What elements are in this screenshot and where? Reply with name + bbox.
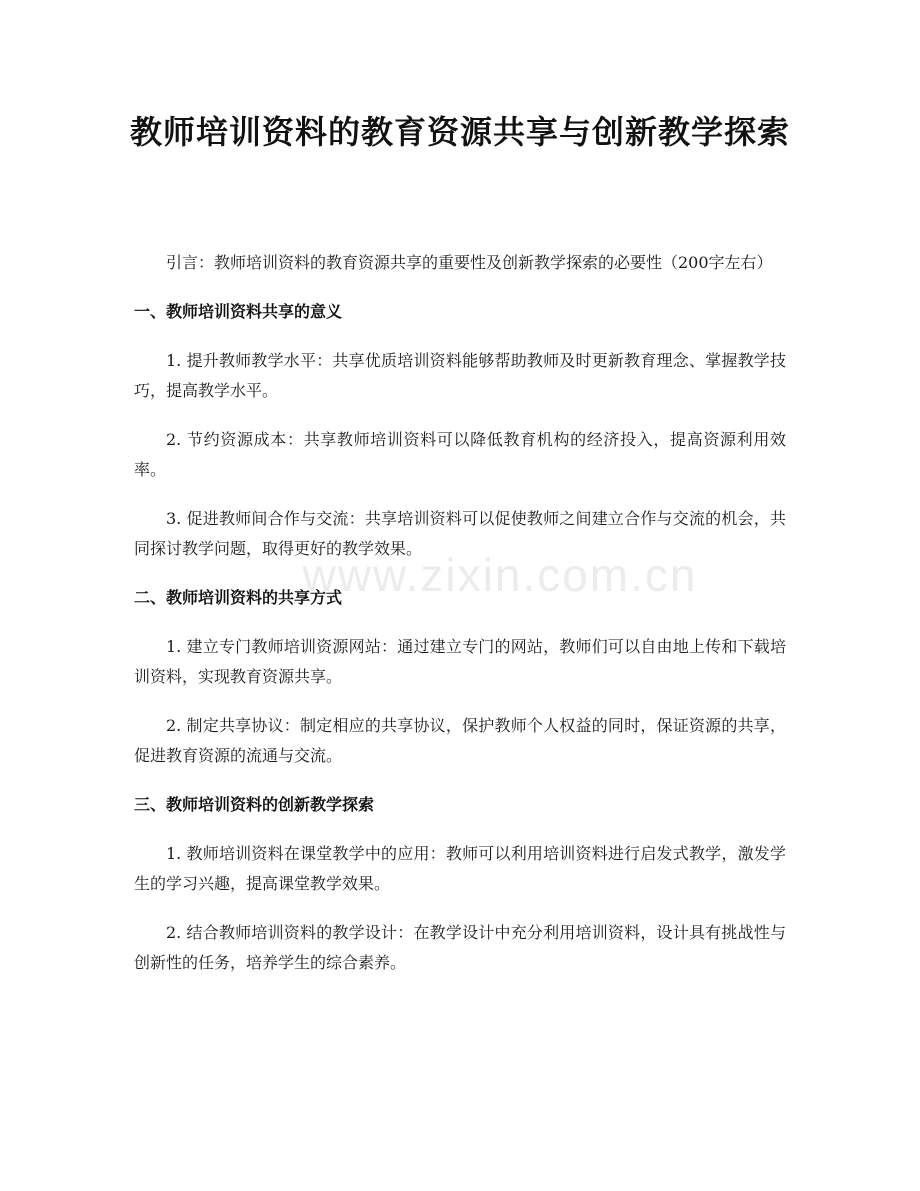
section-heading: 三、教师培训资料的创新教学探索 [134,795,375,814]
list-item: 2. 节约资源成本：共享教师培训资料可以降低教育机构的经济投入，提高资源利用效率。 [134,430,786,479]
document-body [134,248,786,997]
section-1 [134,297,786,564]
watermark: www.zixin.com.cn [302,549,698,601]
list-item: 3. 促进教师间合作与交流：共享培训资料可以促使教师之间建立合作与交流的机会，共同探讨教学问题，取得更好的教学效果。 [134,509,786,558]
list-item: 1. 提升教师教学水平：共享优质培训资料能够帮助教师及时更新教育理念、掌握教学技巧，提高教学水平。 [134,351,786,400]
list-item: 2. 制定共享协议：制定相应的共享协议，保护教师个人权益的同时，保证资源的共享，促进教育资源的流通与交流。 [134,716,786,765]
section-3 [134,790,786,978]
intro-paragraph: 引言：教师培训资料的教育资源共享的重要性及创新教学探索的必要性（200字左右） [166,253,773,272]
document-title: 教师培训资料的教育资源共享与创新教学探索 [130,113,791,151]
list-item: 1. 建立专门教师培训资源网站：通过建立专门的网站，教师们可以自由地上传和下载培训资料，实现教育资源共享。 [134,637,786,686]
list-item: 1. 教师培训资料在课堂教学中的应用：教师可以利用培训资料进行启发式教学，激发学生的学习兴趣，提高课堂教学效果。 [134,844,786,893]
list-item: 2. 结合教师培训资料的教学设计：在教学设计中充分利用培训资料，设计具有挑战性与创新性的任务，培养学生的综合素养。 [134,923,786,972]
section-heading: 一、教师培训资料共享的意义 [134,302,343,321]
section-2 [134,583,786,771]
section-heading: 二、教师培训资料的共享方式 [134,588,343,607]
